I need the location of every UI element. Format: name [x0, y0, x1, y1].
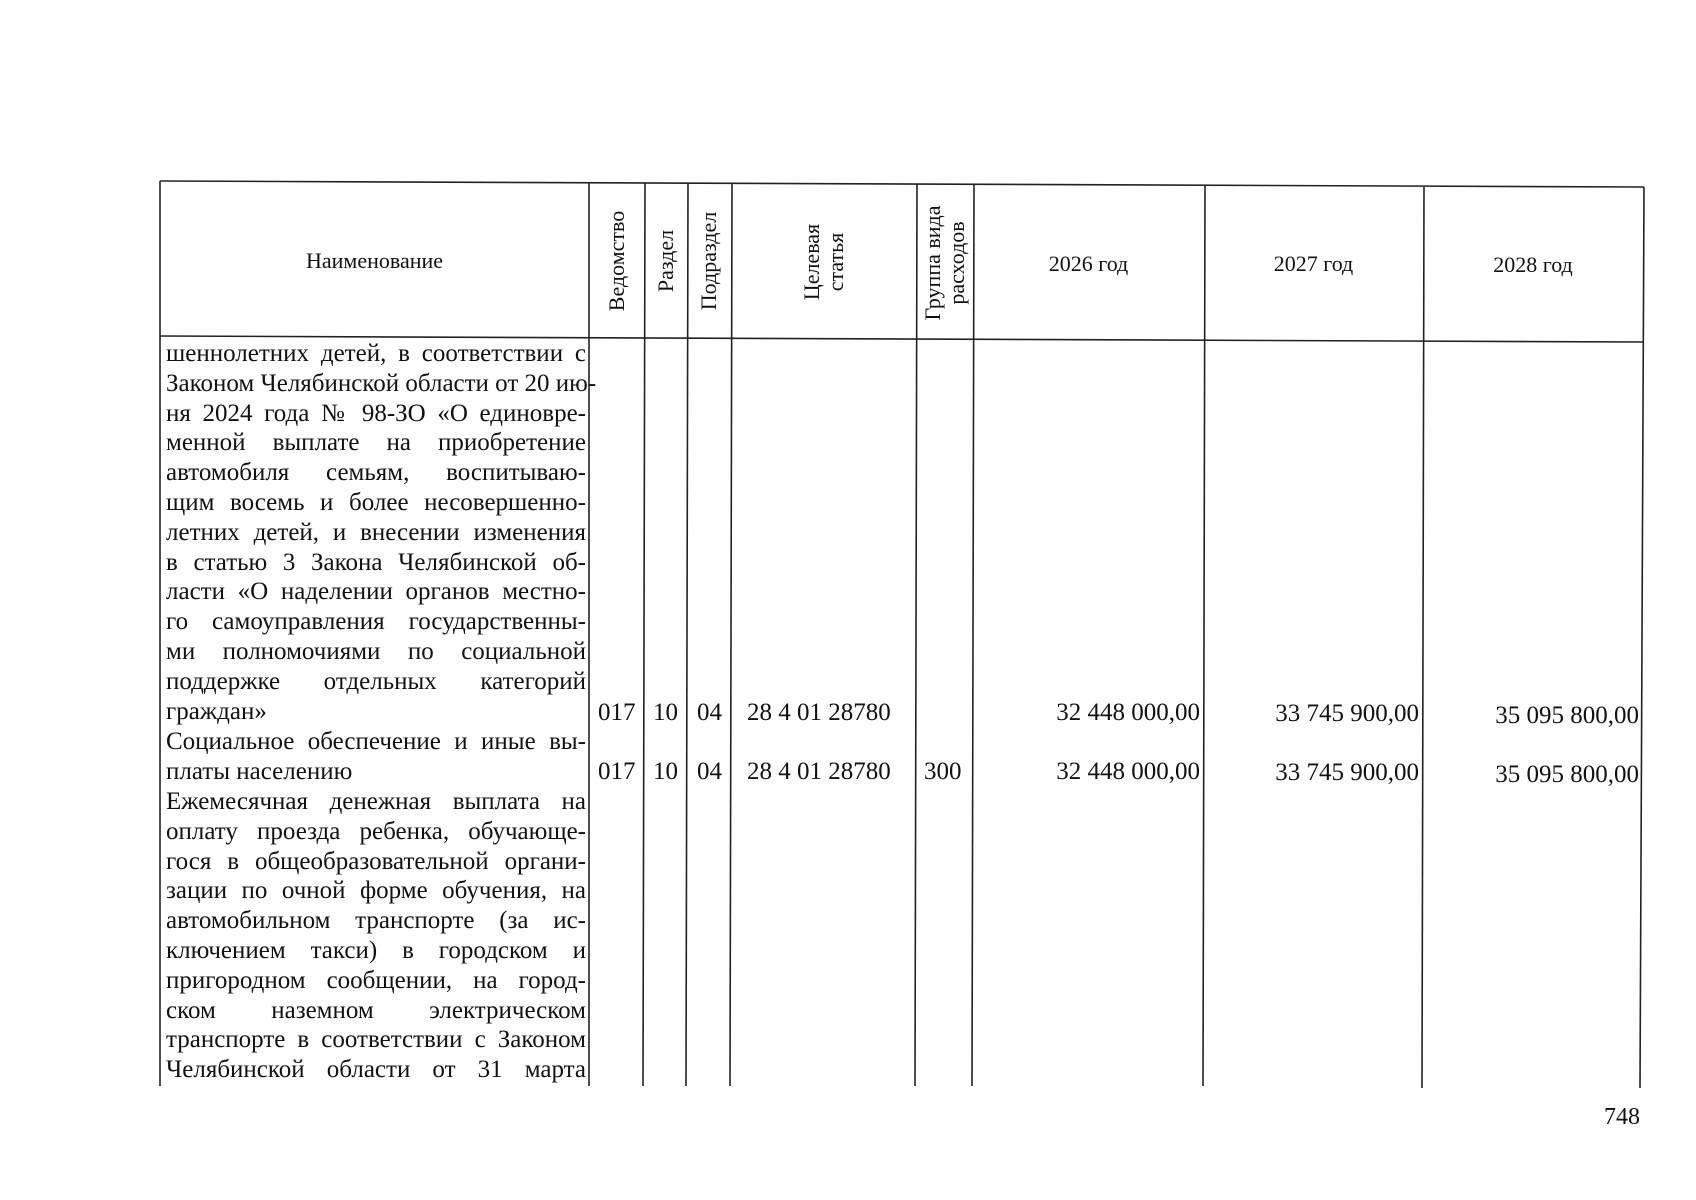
row2-name-line: Социальное обеспечение и иные вы-	[166, 728, 586, 755]
header-2028-label: 2028 год	[1493, 252, 1573, 277]
row1-2026: 32 448 000,00	[1056, 699, 1200, 726]
row1-name-line: ласти «О наделении органов местно-	[166, 578, 586, 606]
row1-celevaya: 28 4 01 28780	[747, 699, 891, 726]
row2-podrazdel: 04	[697, 758, 722, 785]
row3-name-line: оплату проезда ребенка, обучающе-	[166, 817, 586, 845]
row1-vedomstvo: 017	[598, 699, 636, 726]
header-2027	[1204, 186, 1423, 342]
row2-name-line: платы населению	[166, 757, 353, 785]
header-podrazdel-label: Подраздел	[696, 211, 721, 311]
row3-name-line: автомобильном транспорте (за ис-	[166, 907, 586, 935]
header-gruppa-line2: расходов	[943, 220, 969, 305]
table-row-3-name	[166, 787, 586, 1085]
row3-name-line: пригородном сообщении, на город-	[166, 966, 586, 994]
row3-name-line: ключением такси) в городском и	[166, 936, 586, 964]
page-number: 748	[1604, 1104, 1640, 1130]
table-row-1-name	[166, 339, 597, 726]
row1-name-line: в статью 3 Закона Челябинской об-	[166, 548, 586, 576]
row1-name-line: ня 2024 года № 98-ЗО «О единовре-	[166, 399, 586, 427]
row1-2028: 35 095 800,00	[1495, 702, 1639, 729]
header-celevaya-label	[800, 224, 848, 300]
row2-vedomstvo: 017	[598, 758, 636, 785]
header-2026	[973, 186, 1204, 341]
row2-gruppa: 300	[924, 758, 962, 785]
row1-podrazdel: 04	[697, 699, 722, 726]
row1-name-line: го самоуправления государственны-	[166, 608, 586, 636]
row1-name-line: граждан»	[166, 697, 267, 725]
header-name	[160, 183, 589, 338]
row2-2028: 35 095 800,00	[1495, 761, 1639, 788]
row1-name-line: ми полномочиями по социальной	[166, 637, 586, 665]
header-podrazdel	[687, 184, 731, 338]
row3-name-line: зации по очной форме обучения, на	[166, 877, 586, 905]
row3-name-line: Челябинской области от 31 марта	[166, 1056, 586, 1084]
row1-name-line: шеннолетних детей, в соответствии с	[166, 340, 586, 367]
row2-2027: 33 745 900,00	[1275, 759, 1419, 786]
header-vedomstvo-label: Ведомство	[603, 210, 629, 312]
row3-name-line: гося в общеобразовательной органи-	[166, 847, 586, 875]
header-2027-label: 2027 год	[1273, 251, 1354, 276]
header-celevaya-line2: статья	[822, 232, 848, 292]
row1-2027: 33 745 900,00	[1275, 700, 1419, 727]
row2-2026: 32 448 000,00	[1056, 758, 1200, 785]
row3-name-line: транспорте в соответствии с Законом	[166, 1026, 586, 1054]
row2-razdel: 10	[653, 758, 678, 785]
row2-celevaya: 28 4 01 28780	[747, 758, 891, 785]
row1-name-line: Законом Челябинской области от 20 ию-	[166, 369, 597, 397]
row1-name-line: летних детей, и внесении изменения	[166, 518, 586, 546]
row1-name-line: автомобиля семьям, воспитываю-	[166, 459, 586, 487]
header-celevaya-line1: Целевая	[798, 223, 824, 301]
header-gruppa-line1: Группа вида	[919, 205, 945, 320]
row3-name-line: Ежемесячная денежная выплата на	[166, 788, 586, 815]
row1-name-line: поддержке отдельных категорий	[166, 667, 586, 695]
header-gruppa-label	[921, 205, 969, 320]
header-vedomstvo	[589, 184, 644, 338]
row1-name-line: менной выплате на приобретение	[166, 429, 586, 457]
table-row-2-name	[166, 727, 586, 787]
row3-name-line: ском наземном электрическом	[166, 996, 586, 1024]
header-razdel	[644, 184, 687, 338]
header-name-label: Наименование	[305, 247, 444, 273]
row1-name-line: щим восемь и более несовершенно-	[166, 488, 586, 516]
header-2026-label: 2026 год	[1048, 250, 1129, 276]
row1-razdel: 10	[653, 699, 678, 726]
header-2028	[1423, 187, 1643, 343]
header-razdel-label: Раздел	[652, 229, 678, 293]
header-gruppa	[916, 185, 973, 340]
header-celevaya	[731, 185, 916, 339]
